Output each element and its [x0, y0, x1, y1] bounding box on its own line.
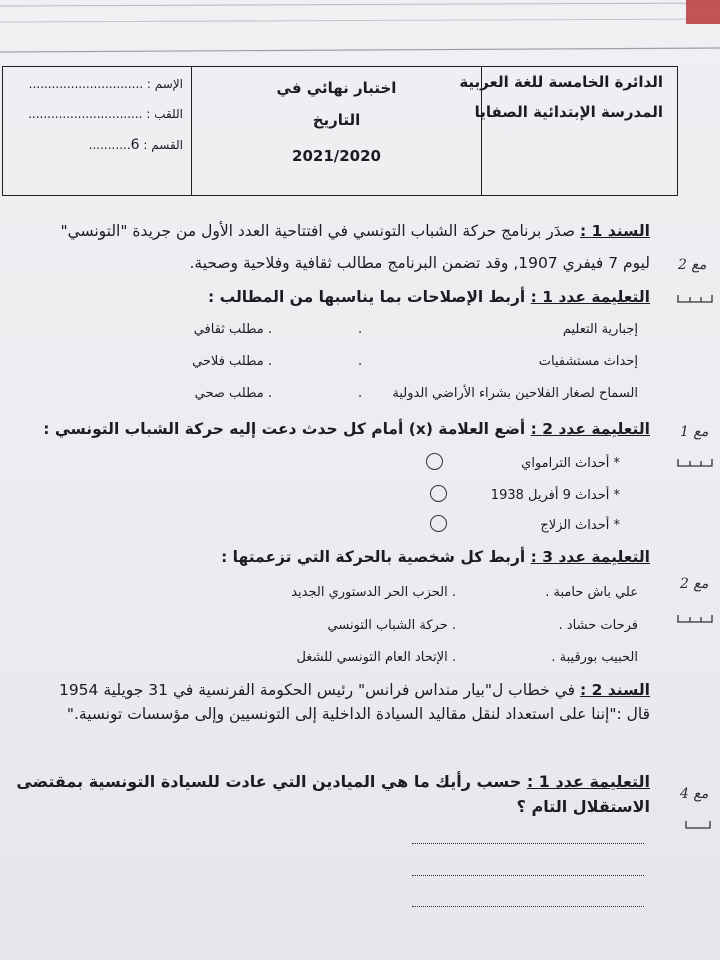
task2-checkbox-2[interactable] [430, 485, 447, 502]
task3-movement-3-label: الإتحاد العام التونسي للشغل [296, 650, 448, 665]
task1-heading [208, 288, 650, 306]
doc2-text1: في خطاب ل"بيار منداس فرانس" رئيس الحكومة الفرنسية في 31 جويلية 1954 [58, 681, 576, 699]
task1-demand-1[interactable]: . مطلب ثقافي [193, 322, 272, 337]
doc1-text1: صدَر برنامج حركة الشباب التونسي في افتتاحية العدد الأول من جريدة "التونسي" [60, 222, 576, 240]
task1-reform-3: السماح لصغار الفلاحين بشراء الأراضي الدولية [392, 386, 638, 401]
doc1-line2: ليوم 7 فيفري 1907, وقد تضمن البرنامج مطالب ثقافية وفلاحية وصحية. [189, 254, 650, 272]
task2-checkbox-1[interactable] [426, 453, 443, 470]
surname-label: اللقب : [146, 107, 183, 121]
subject-label: التاريخ [312, 111, 361, 129]
task3-text: أربط كل شخصية بالحركة التي تزعمتها : [221, 548, 526, 566]
task3-person-1: علي باش حامبة . [545, 585, 638, 600]
task3-person-3: الحبيب بورقيبة . [551, 650, 638, 665]
task1-dot-left-1[interactable]: . [358, 322, 363, 337]
task1-dot-left-2[interactable]: . [358, 354, 363, 369]
header-exam-cell [191, 67, 481, 195]
name-field[interactable]: الإسم : .............................. [28, 77, 183, 91]
doc1-label: السند 1 : [580, 222, 650, 240]
task1-reform-2: إحداث مستشفيات [538, 354, 638, 369]
exam-title: اختبار نهائي في [276, 79, 397, 97]
name-label: الإسم : [146, 77, 183, 91]
task2-heading [43, 420, 650, 438]
district-name: الدائرة الخامسة للغة العربية [459, 73, 663, 91]
margin-dash-3 [676, 614, 714, 624]
task3-person-1-label: علي باش حامبة [553, 585, 638, 600]
doc2-line1 [59, 681, 650, 699]
task3-person-3-label: الحبيب بورقيبة [559, 650, 638, 665]
task3-movement-1-label: الحزب الحر الدستوري الجديد [291, 585, 448, 600]
task4-text1: حسب رأيك ما هي الميادين التي عادت للسيادة التونسية بمقتضى [16, 772, 522, 791]
task1-dot-left-3[interactable]: . [358, 386, 363, 401]
task3-label: التعليمة عدد 3 : [530, 548, 650, 566]
surname-field[interactable]: اللقب : .............................. [28, 107, 183, 121]
task1-label: التعليمة عدد 1 : [530, 288, 650, 306]
task3-person-2-label: فرحات حشاد [566, 618, 638, 633]
margin-grade-3: مع 2 [680, 576, 709, 592]
exam-header [2, 66, 678, 196]
class-field[interactable]: القسم : 6........... [88, 137, 183, 153]
notebook-ruling [0, 0, 720, 60]
task2-option-3: * أحداث الزلاج [540, 518, 620, 533]
task3-heading [221, 548, 650, 566]
task3-movement-1[interactable]: . الحزب الحر الدستوري الجديد [291, 585, 456, 600]
doc2-line2: قال :"إننا على استعداد لنقل مقاليد السيادة الداخلية إلى التونسيين وإلى مؤسسات تونسية." [66, 705, 650, 723]
school-name: المدرسة الإبتدائية الصفايا [474, 103, 663, 121]
task2-text: أضع العلامة (x) أمام كل حدث دعت إليه حركة الشباب التونسي : [43, 420, 526, 438]
doc1-line1 [60, 222, 650, 240]
doc2-label: السند 2 : [580, 681, 650, 699]
task2-option-2: * أحداث 9 أفريل 1938 [490, 488, 620, 503]
margin-dash-2 [676, 458, 714, 468]
school-year: 2021/2020 [292, 147, 381, 165]
task3-movement-2[interactable]: . حركة الشباب التونسي [327, 618, 456, 633]
task1-demand-2-label: مطلب فلاحي [192, 354, 264, 369]
margin-grade-1: مع 2 [678, 257, 707, 273]
task1-reform-1: إجبارية التعليم [562, 322, 638, 337]
task4-heading [16, 772, 650, 791]
task1-demand-2[interactable]: . مطلب فلاحي [192, 354, 272, 369]
task2-label: التعليمة عدد 2 : [530, 420, 650, 438]
task1-demand-3[interactable]: . مطلب صحي [194, 386, 272, 401]
red-corner-mark [686, 0, 720, 24]
task4-line2: الاستقلال التام ؟ [516, 797, 650, 816]
margin-grade-4: مع 4 [680, 786, 709, 802]
class-label: القسم : [143, 138, 183, 152]
margin-dash-1 [676, 294, 714, 304]
task1-demand-3-label: مطلب صحي [194, 386, 264, 401]
header-student-cell [3, 67, 191, 195]
task2-checkbox-3[interactable] [430, 515, 447, 532]
margin-dash-4 [684, 820, 712, 830]
task1-text: أربط الإصلاحات بما يناسبها من المطالب : [207, 288, 526, 306]
answer-line-3[interactable] [412, 906, 644, 907]
header-school-cell [459, 67, 677, 195]
task1-demand-1-label: مطلب ثقافي [193, 322, 264, 337]
margin-grade-2: مع 1 [680, 424, 709, 440]
task3-movement-3[interactable]: . الإتحاد العام التونسي للشغل [296, 650, 456, 665]
task3-person-2: فرحات حشاد . [558, 618, 638, 633]
class-value: 6 [130, 137, 140, 153]
task3-movement-2-label: حركة الشباب التونسي [327, 618, 448, 633]
answer-line-2[interactable] [412, 875, 644, 876]
task4-label: التعليمة عدد 1 : [526, 772, 650, 791]
task2-option-1: * أحداث الترامواي [521, 456, 620, 471]
answer-line-1[interactable] [412, 843, 644, 844]
